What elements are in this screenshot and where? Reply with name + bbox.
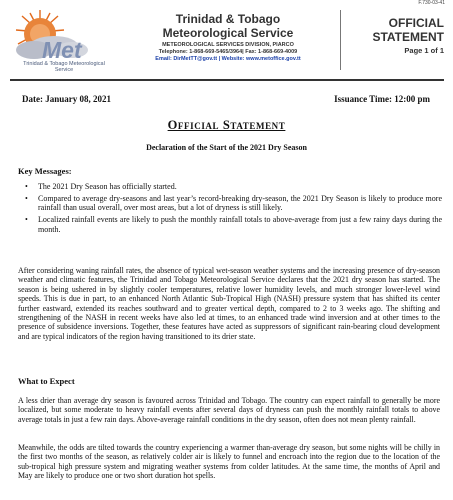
statement-block bbox=[344, 16, 444, 55]
division-name: METEOROLOGICAL SERVICES DIVISION, PIARCO bbox=[162, 42, 294, 48]
intro-paragraph: After considering waning rainfall rates, the absence of typical wet-season weather systems and the increasing presence of dry-season weather and climatic features, the Trinidad and Tobago Meteorological Service declares that the 2021 dry season has started. The season is being ushered in by slightly cooler temperatures, relative lower humidity levels, and much stronger lower-level wind speeds. This is due in part, to an enhanced North Atlantic Sub-Tropical High (NASH) pressure system that has shifted its center further eastward, extended its reaches southward and to greater vertical depth, compared to 2 to 3 weeks ago. The shifting and strengthening of the NASH in recent weeks have also led at times, to an enhanced trade wind inversion and at other times to the presence of subsidence inversions. Together, these features have acted as suppressors of significant rain-bearing cloud development and are typical indicators of the region having transitioned to its drier state. bbox=[18, 266, 440, 341]
logo-subtitle: Trinidad & Tobago Meteorological Service bbox=[23, 61, 105, 73]
document-title: Official Statement bbox=[167, 118, 286, 132]
key-message-item: • Compared to average dry-seasons and last year’s record-breaking dry-season, the 2021 Dry Season is likely to produce more rainfall than usual overall, over most areas, but a lot of dryness is still likely. bbox=[18, 194, 442, 213]
document-subtitle: Declaration of the Start of the 2021 Dry Season bbox=[146, 143, 307, 152]
temperature-paragraph: Meanwhile, the odds are tilted towards the country experiencing a warmer than-average dry season, but some nights will be chilly in the first two months of the season, as relatively colder air is likely to funnel and encroach into the region due to the location of the sub-tropical high pressure system and migrating weather systems from colder latitudes. At the same time, the months of April and May are likely to produce one or two short duration hot spells. bbox=[18, 443, 440, 481]
header-rule bbox=[10, 79, 444, 81]
org-name-line1: Trinidad & Tobago bbox=[175, 12, 281, 26]
contact-links[interactable]: Email: DirMetTT@gov.tt | Website: www.metoffice.gov.tt bbox=[155, 56, 301, 62]
document-reference: F.730-03-41 bbox=[418, 0, 445, 6]
issue-date: Date: January 08, 2021 bbox=[22, 94, 111, 104]
page-number: Page 1 of 1 bbox=[404, 46, 444, 55]
organization-block bbox=[116, 12, 340, 63]
key-message-item: • The 2021 Dry Season has officially started. bbox=[18, 182, 442, 191]
header-divider bbox=[340, 10, 341, 70]
statement-label-line1: OFFICIAL bbox=[388, 16, 444, 30]
issuance-time: Issuance Time: 12:00 pm bbox=[334, 94, 430, 104]
telephone-line: Telephone: 1-868-669-5465/3964| Fax: 1-868-669-4009 bbox=[158, 49, 298, 55]
what-to-expect-heading: What to Expect bbox=[18, 376, 75, 386]
key-message-item: • Localized rainfall events are likely to push the monthly rainfall totals to above-average from just a few rainy days during the month. bbox=[18, 215, 442, 234]
letterhead bbox=[10, 6, 444, 78]
key-messages-list bbox=[18, 182, 442, 237]
key-messages-heading: Key Messages: bbox=[18, 166, 72, 176]
org-name-line2: Meteorological Service bbox=[162, 26, 294, 40]
svg-text:Met: Met bbox=[42, 37, 82, 63]
statement-label-line2: STATEMENT bbox=[372, 30, 444, 44]
expectation-paragraph: A less drier than average dry season is favoured across Trinidad and Tobago. The country can expect rainfall to generally be more localized, but some moderate to heavy rainfall events after several days of dryness can push the monthly rainfall totals to above average totals in just a few rain days. Above-average rainfall conditions in the dry season, often does not mean plenty rainfall. bbox=[18, 396, 440, 424]
met-logo bbox=[10, 6, 116, 78]
